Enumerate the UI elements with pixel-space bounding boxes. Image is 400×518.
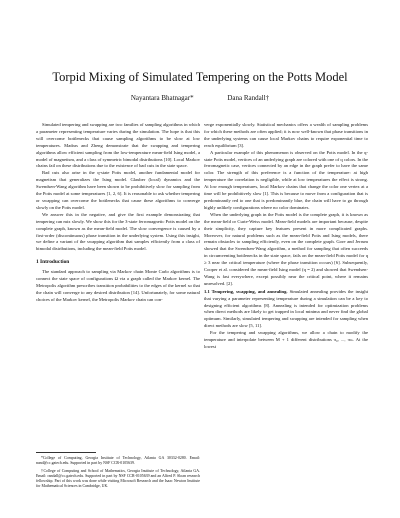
author-list	[0, 94, 400, 103]
subsection-heading: 1.1 Tempering, swapping, and annealing.	[204, 288, 288, 294]
paper-title: Torpid Mixing of Simulated Tempering on the Potts Model	[52, 70, 348, 84]
left-column	[36, 122, 200, 304]
abstract-paragraph: We answer this in the negative, and give the first example demonstrating that tempering can mix slowly. We show this for the 3-state ferromagnetic Potts model on the complete graph, known as the mean-field model. The slow convergence is caused by a first-order (discontinuous) phase transition in the underlying system. Using this insight, we define a variant of the swapping algorithm that samples efficiently from a class of bimodal distributions, including the mean-field Potts model.	[36, 211, 200, 252]
author-2: Dana Randall†	[227, 94, 270, 102]
body-paragraph: A particular example of this phenomenon is observed on the Potts model. In the q-state Potts model, vertices of an underlying graph are colored with one of q colors. In the ferromagnetic case, vertices connected by an edge in the graph prefer to have the same color. The strength of this preference is a function of the temperature: at high temperature the correlation is negligible, while at low temperatures the effect is strong. At low enough temperatures, local Markov chains that change the color one vertex at a time will be prohibitively slow [1]. This is because to move from a configuration that is predominantly red to one that is predominantly blue, the chain will have to go through highly unlikely configurations where no color dominates.	[204, 149, 368, 210]
abstract-paragraph: Bad cuts also arise in the q-state Potts model, another fundamental model for magnetism that generalizes the Ising model. Glauber (local) dynamics and the Swendsen-Wang algorithm have been shown to be prohibitively slow for sampling from the Potts model at some temperatures [1, 2, 6]. It is reasonable to ask whether tempering or swapping can overcome the bottlenecks that cause these algorithms to converge slowly on the Potts model.	[36, 170, 200, 210]
body-paragraph: The standard approach to sampling via Markov chain Monte Carlo algorithms is to connect the state space of configurations Ω via a graph called the Markov kernel. The Metropolis algorithm prescribes transition probabilities to the edges of the kernel so that the chain will converge to any desired distribution [14]. Unfortunately, for some natural choices of the Markov kernel, the Metropolis Markov chain can con-	[36, 269, 200, 302]
author-1: Nayantara Bhatnagar*	[130, 94, 194, 102]
body-paragraph: For the tempering and swapping algorithms, we allow a chain to modify the temperature and interpolate between M + 1 different distributions π₀, ..., πₘ. At the lowest	[204, 330, 368, 349]
body-paragraph: When the underlying graph in the Potts model is the complete graph, it is known as the mean-field or Curie-Weiss model. Mean-field models are important because, despite their simplicity, they capture key features present in more complicated graphs. Moreover, for natural problems such as the mean-field Potts and Ising models, there remain obstacles to sampling efficiently, even on the complete graph. Gore and Jerrum showed that the Swendsen-Wang algorithm, a method for sampling that often succeeds in circumventing bottlenecks in the state space, fails on the mean-field Potts model for q ≥ 3 near the critical temperature (where the phase transition occurs) [6]. Subsequently, Cooper et al. considered the mean-field Ising model (q = 2) and showed that Swendsen-Wang is fast everywhere, except possibly near the critical point, where it remains unresolved. [2].	[204, 211, 368, 286]
abstract-paragraph: Simulated tempering and swapping are two families of sampling algorithms in which a parameter representing temperature varies during the simulation. The hope is that this will overcome bottlenecks that cause sampling algorithms to be slow at low temperatures. Madras and Zheng demonstrate that the swapping and tempering algorithms allow efficient sampling from the low-temperature mean-field Ising model, a model of magnetism, and a class of symmetric bimodal distributions [10]. Local Markov chains fail on these distributions due to the existence of bad cuts in the state space.	[36, 122, 200, 169]
footnote: *College of Computing, Georgia Institute of Technology, Atlanta GA 30332-0280. Email: nand@cc.gatech.edu. Supported in part by NSF CCR-0105639.	[36, 456, 200, 466]
right-column	[204, 122, 368, 351]
section-heading: 1 Introduction	[36, 259, 70, 266]
footnote: †College of Computing and School of Mathematics, Georgia Institute of Technology, Atlanta GA. Email: randall@cc.gatech.edu. Supported in part by NSF CCR-0105639 and an Alfred P. Sloan research fellowship. Part of this work was done while visiting Microsoft Research and the Isaac Newton Institute for Mathematical Sciences in Cambridge, UK.	[36, 468, 200, 489]
body-paragraph: verge exponentially slowly. Statistical mechanics offers a wealth of sampling problems for which these methods are often applied; it is now well-known that phase transitions in the underlying systems can cause local Markov chains to require exponential time to reach equilibrium [3].	[204, 122, 368, 148]
subsection-text: Simulated annealing provides the insight that varying a parameter representing temperature during a simulation can be a key to designing efficient algorithms [8]. Annealing is intended for optimization problems when direct methods are likely to get trapped in local minima and never find the global optimum. Similarly, simulated tempering and swapping are intended for sampling when direct methods are slow [5, 11].	[204, 288, 368, 329]
footnotes	[36, 452, 200, 492]
subsection-paragraph	[204, 289, 368, 330]
footnote-rule	[36, 452, 96, 453]
